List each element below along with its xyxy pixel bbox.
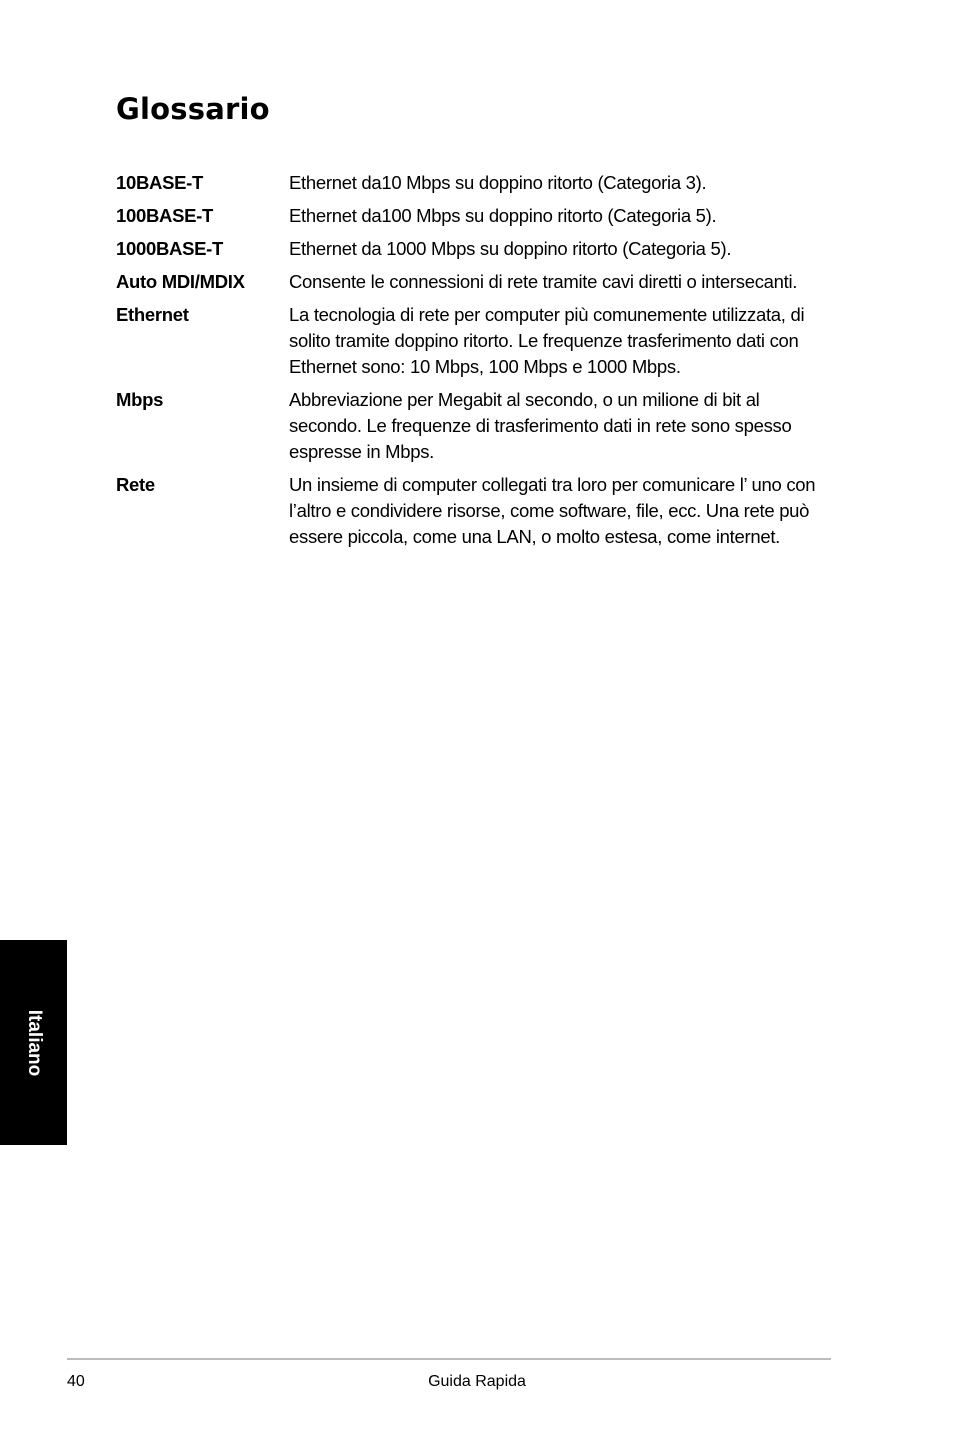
language-label: Italiano [23,1009,45,1076]
glossary-definition: Ethernet da 1000 Mbps su doppino ritorto (Categoria 5). [289,238,732,259]
glossary-entry-rete [116,472,836,550]
glossary-entry-10base-t [116,170,836,196]
glossary-entry-auto-mdi-mdix [116,269,836,295]
glossary-definition: Ethernet da100 Mbps su doppino ritorto (Categoria 5). [289,205,717,226]
glossary-term: Ethernet [116,304,189,325]
glossary-term: Auto MDI/MDIX [116,271,245,292]
language-side-tab [0,940,67,1145]
footer-title: Guida Rapida [428,1373,526,1390]
glossary-definition: Un insieme di computer collegati tra loro per comunicare l’ uno con l’altro e condividere risorse, come software, file, ecc. Una rete può essere piccola, come una LAN, o molto estesa, come internet. [289,474,816,547]
page-number: 40 [67,1373,85,1390]
footer-divider [67,1358,831,1360]
glossary-term: Mbps [116,389,164,410]
glossary-entry-ethernet [116,302,836,380]
glossary-term: 10BASE-T [116,172,204,193]
glossary-definition: La tecnologia di rete per computer più comunemente utilizzata, di solito tramite doppino ritorto. Le frequenze trasferimento dati con Ethernet sono: 10 Mbps, 100 Mbps e 1000 Mbps. [289,304,805,377]
glossary-list [116,170,836,557]
glossary-entry-1000base-t [116,236,836,262]
glossary-definition: Ethernet da10 Mbps su doppino ritorto (Categoria 3). [289,172,707,193]
glossary-term: Rete [116,474,155,495]
glossary-definition: Consente le connessioni di rete tramite cavi diretti o intersecanti. [289,271,798,292]
glossary-term: 1000BASE-T [116,238,224,259]
glossary-definition: Abbreviazione per Megabit al secondo, o un milione di bit al secondo. Le frequenze di trasferimento dati in rete sono spesso espresse in Mbps. [289,389,792,462]
page-title: Glossario [116,92,270,126]
glossary-entry-100base-t [116,203,836,229]
glossary-entry-mbps [116,387,836,465]
glossary-term: 100BASE-T [116,205,214,226]
